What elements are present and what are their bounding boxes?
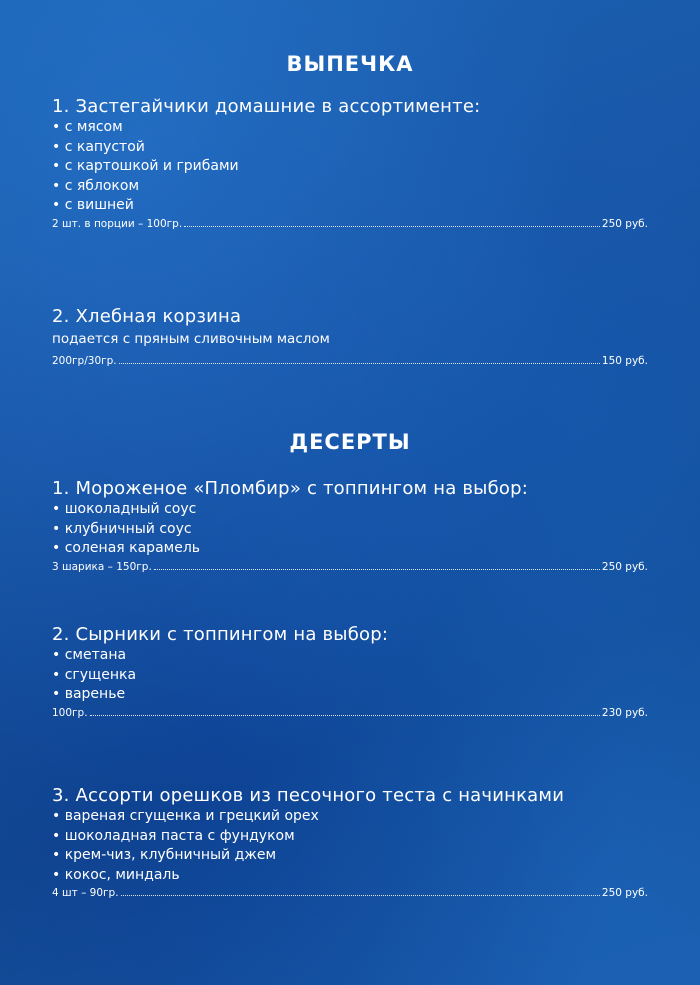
options-list	[52, 118, 648, 216]
option-item: • шоколадная паста с фундуком	[52, 827, 648, 847]
dot-leader	[90, 707, 600, 716]
price-text: 250 руб.	[601, 217, 648, 230]
price-text: 150 руб.	[601, 355, 648, 367]
menu-item-syrniki	[52, 624, 648, 719]
option-item: • шоколадный соус	[52, 500, 648, 520]
portion-text: 3 шарика – 150гр.	[52, 560, 152, 573]
portion-text: 4 шт – 90гр.	[52, 887, 119, 900]
option-item: • с вишней	[52, 196, 648, 216]
section-title-desserts: ДЕСЕРТЫ	[289, 430, 411, 454]
portion-text: 2 шт. в порции – 100гр.	[52, 217, 183, 230]
option-item: • с картошкой и грибами	[52, 157, 648, 177]
price-line	[52, 887, 648, 899]
portion-text: 200гр/30гр.	[52, 355, 117, 367]
option-item: • клубничный соус	[52, 520, 648, 540]
option-item: • с мясом	[52, 118, 648, 138]
option-item: • с капустой	[52, 138, 648, 158]
price-line	[52, 218, 648, 230]
item-note: подается с пряным сливочным маслом	[52, 331, 330, 347]
option-item: • крем-чиз, клубничный джем	[52, 846, 648, 866]
menu-item-zastegaichiki	[52, 96, 648, 230]
dot-leader	[119, 355, 600, 364]
dot-leader	[121, 887, 600, 896]
option-item: • вареная сгущенка и грецкий орех	[52, 807, 648, 827]
item-title: 2. Хлебная корзина	[52, 306, 242, 327]
option-item: • кокос, миндаль	[52, 866, 648, 886]
price-line	[52, 355, 648, 367]
option-item: • варенье	[52, 685, 648, 705]
item-title: 3. Ассорти орешков из песочного теста с начинками	[52, 785, 565, 806]
section-title-pastry: ВЫПЕЧКА	[286, 52, 414, 76]
menu-item-ice-cream	[52, 478, 648, 573]
price-text: 250 руб.	[601, 560, 648, 573]
dot-leader	[184, 218, 600, 227]
item-title: 1. Мороженое «Пломбир» с топпингом на выбор:	[52, 478, 528, 499]
price-text: 230 руб.	[601, 706, 648, 719]
option-item: • соленая карамель	[52, 539, 648, 559]
item-title: 1. Застегайчики домашние в ассортименте:	[52, 96, 481, 117]
price-text: 250 руб.	[601, 887, 648, 900]
options-list	[52, 646, 648, 705]
price-line	[52, 561, 648, 573]
item-title: 2. Сырники с топпингом на выбор:	[52, 624, 389, 645]
portion-text: 100гр.	[52, 706, 88, 719]
option-item: • с яблоком	[52, 177, 648, 197]
options-list	[52, 807, 648, 885]
menu-item-bread-basket	[52, 306, 648, 367]
option-item: • сгущенка	[52, 666, 648, 686]
price-line	[52, 707, 648, 719]
menu-item-nuts-assorti	[52, 785, 648, 899]
options-list	[52, 500, 648, 559]
dot-leader	[154, 561, 600, 570]
option-item: • сметана	[52, 646, 648, 666]
